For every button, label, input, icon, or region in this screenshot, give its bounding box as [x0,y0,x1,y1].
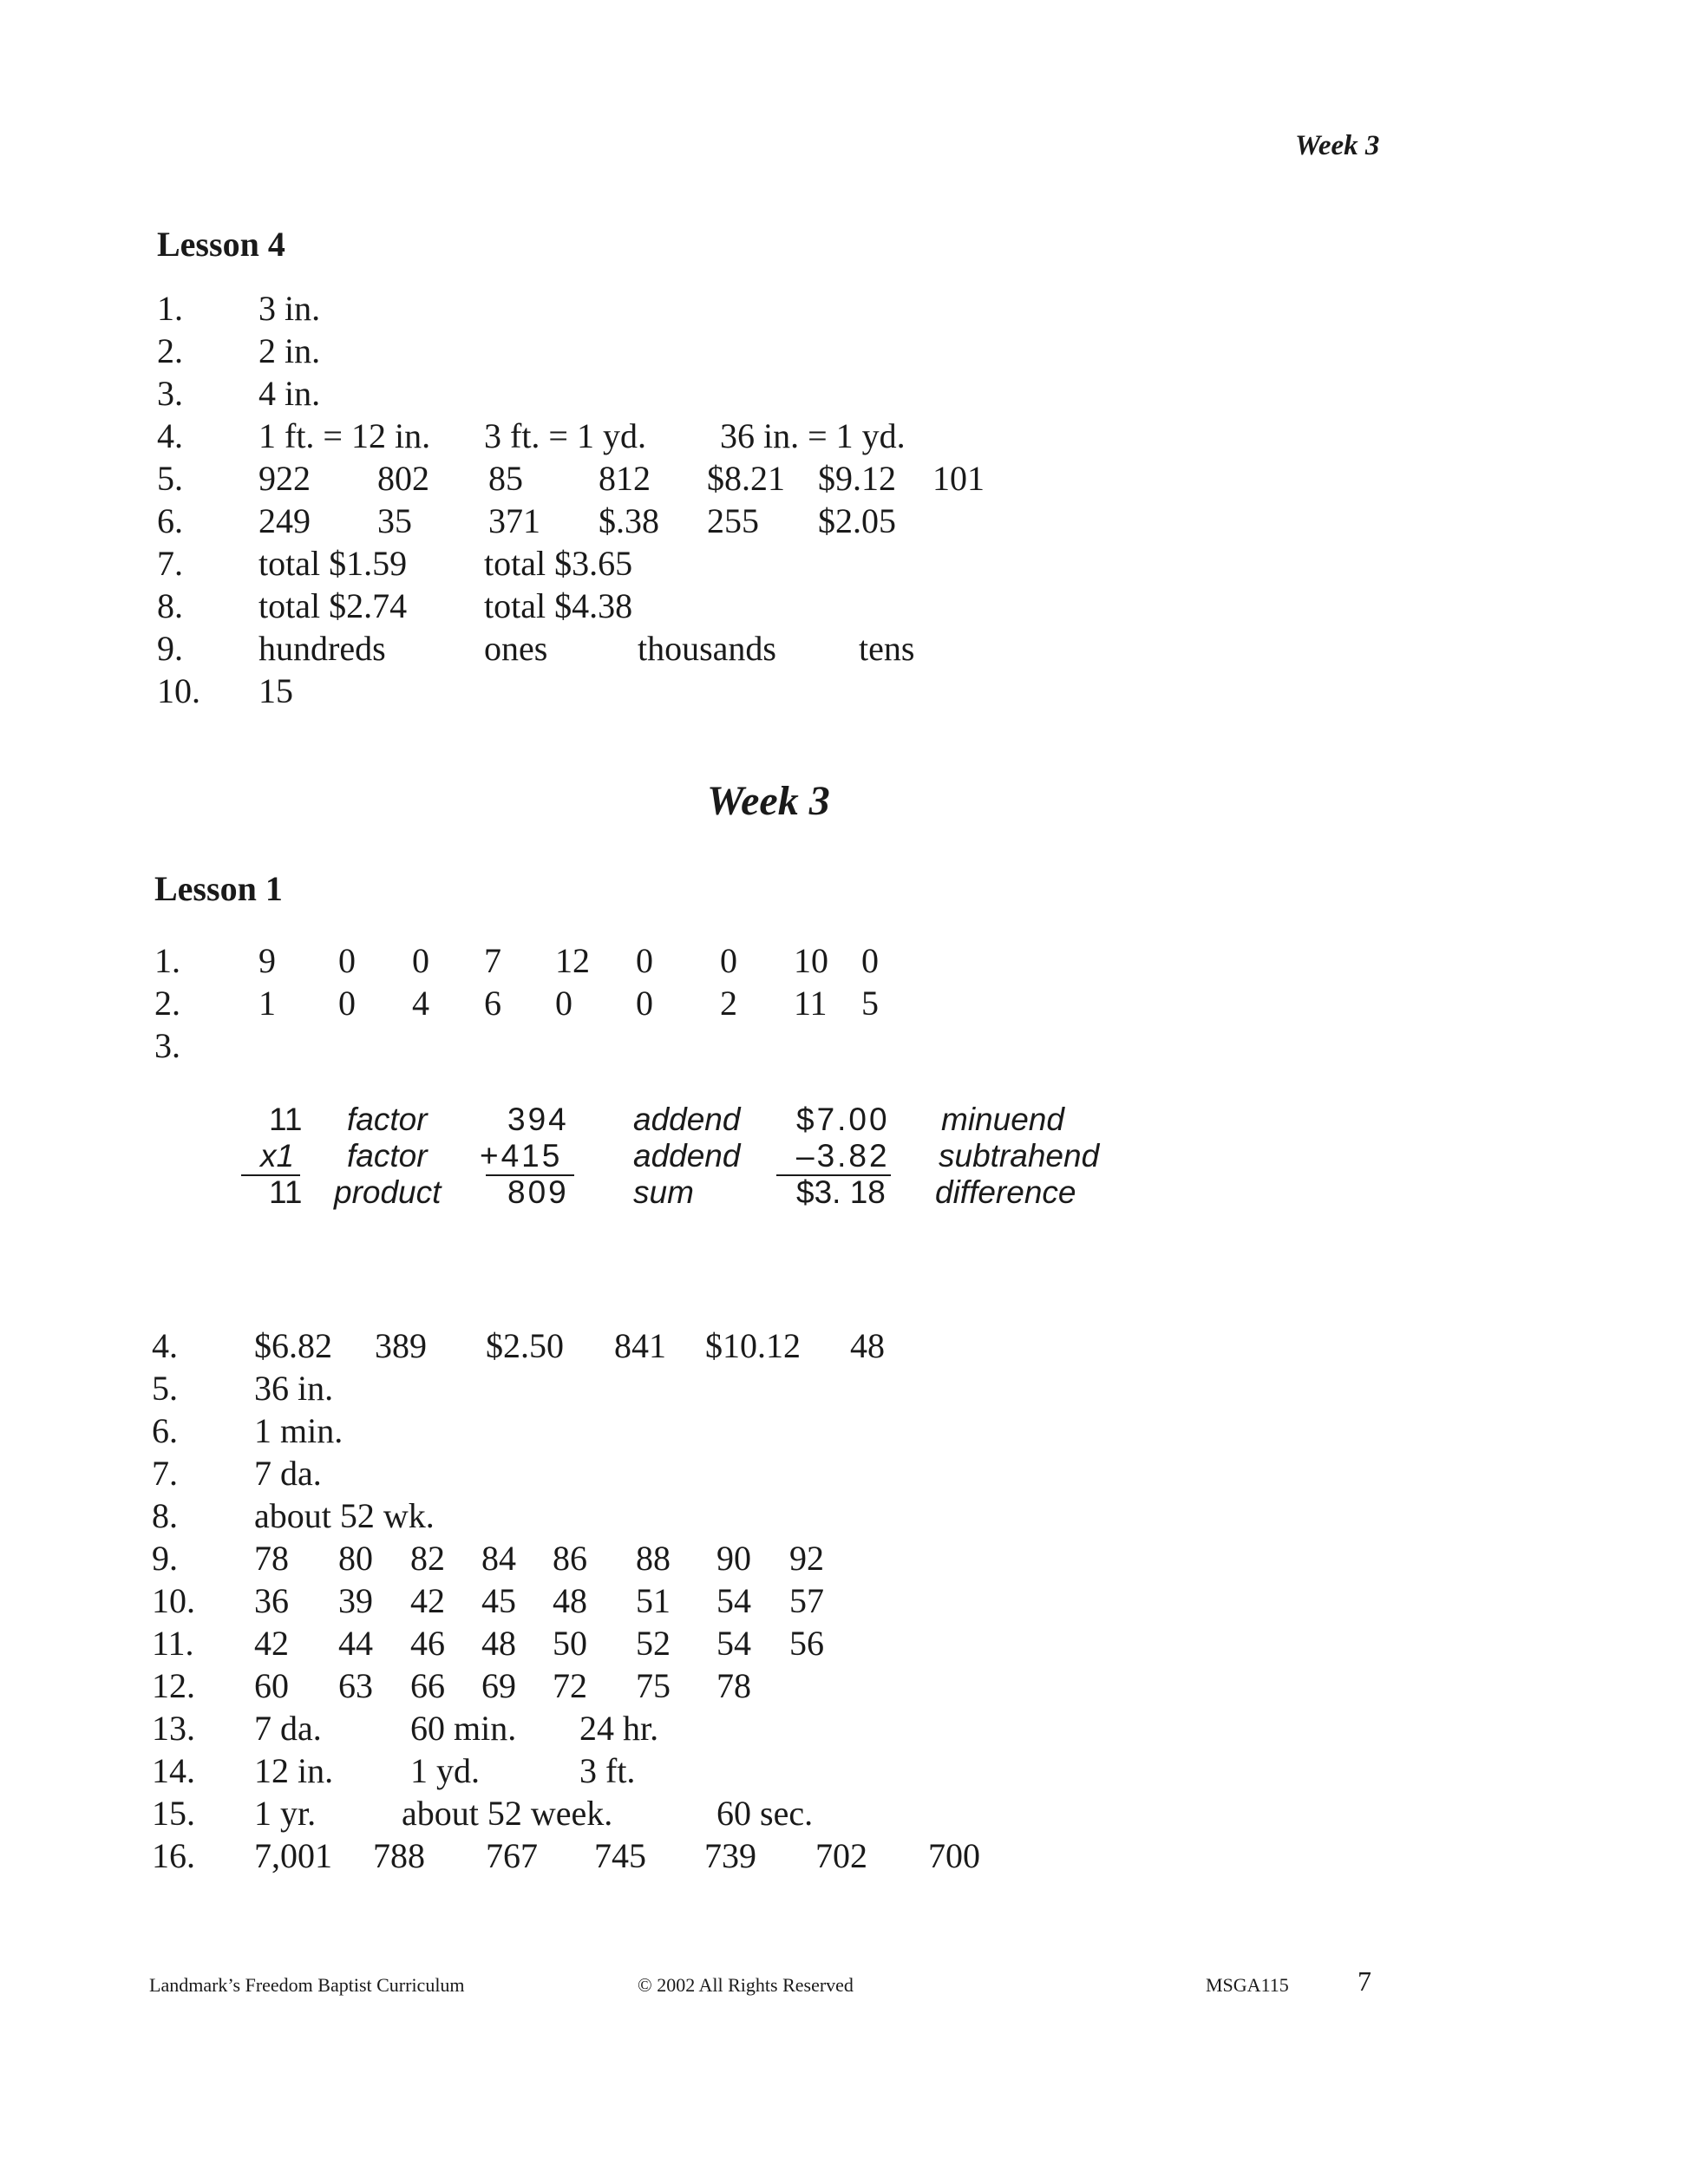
answer-number: 11. [152,1624,194,1663]
sub-label-subtrahend: subtrahend [939,1138,1100,1174]
answer-row [152,1793,1366,1836]
add-result: 809 [507,1174,569,1210]
answer-value: 46 [410,1624,445,1663]
add-label-addend-2: addend [633,1138,741,1174]
answer-value: 66 [410,1666,445,1705]
answer-value: 90 [716,1539,751,1578]
answer-value: 51 [636,1581,671,1620]
answer-row [152,1580,1366,1624]
answer-number: 10. [152,1581,195,1620]
answer-value: 60 min. [410,1709,517,1748]
answer-value: 60 [254,1666,289,1705]
answer-number: 16. [152,1836,195,1875]
answer-number: 15. [152,1794,195,1833]
answer-row [154,983,1369,1026]
answer-value: 78 [254,1539,289,1578]
answer-value: about 52 week. [402,1794,613,1833]
answer-value: 922 [258,459,311,498]
answer-value: 788 [373,1836,425,1875]
add-label-addend-1: addend [633,1102,741,1137]
answer-value: 2 [720,984,737,1023]
answer-row [157,670,1371,714]
footer-page-number: 7 [1358,1965,1371,1997]
add-bottom: +415 [480,1138,563,1174]
answer-value: 702 [815,1836,867,1875]
answer-value: 42 [254,1624,289,1663]
answer-value: total $3.65 [484,544,633,583]
answer-value: $.38 [599,501,659,540]
answer-value: 4 [412,984,429,1023]
answer-value: 7 da. [254,1454,322,1493]
answer-value: 11 [794,984,828,1023]
answer-row [154,1025,1369,1069]
sub-top: $7.00 [796,1102,890,1137]
running-header-week: Week 3 [1295,130,1380,161]
answer-value: 7 da. [254,1709,322,1748]
mult-label-product: product [334,1174,442,1210]
answer-value: 72 [553,1666,587,1705]
answer-value: 739 [704,1836,756,1875]
answer-value: 44 [338,1624,373,1663]
lesson-4-title: Lesson 4 [157,225,285,264]
answer-number: 13. [152,1709,195,1748]
answer-number: 10. [157,671,200,710]
answer-value: 5 [861,984,879,1023]
answer-value: thousands [638,629,776,668]
answer-value: 15 [258,671,293,710]
answer-row [152,1368,1366,1411]
answer-value: 101 [932,459,985,498]
answer-row [157,628,1371,671]
answer-value: tens [859,629,915,668]
answer-row [152,1495,1366,1539]
answer-row [152,1325,1366,1369]
answer-row [157,330,1371,374]
answer-value: 24 hr. [579,1709,659,1748]
answer-value: 3 ft. = 1 yd. [484,416,646,455]
answer-number: 4. [157,416,183,455]
answer-value: 700 [928,1836,980,1875]
answer-number: 2. [154,984,180,1023]
footer-publisher: Landmark’s Freedom Baptist Curriculum [149,1974,465,1996]
footer-code: MSGA115 [1206,1974,1289,1996]
answer-value: 4 in. [258,374,321,413]
answer-value: $10.12 [705,1326,801,1365]
answer-value: 57 [789,1581,824,1620]
answer-number: 1. [157,289,183,328]
answer-value: $8.21 [707,459,785,498]
answer-value: 389 [375,1326,427,1365]
answer-value: total $2.74 [258,586,408,625]
sub-label-minuend: minuend [941,1102,1064,1137]
answer-value: 767 [486,1836,538,1875]
answer-value: 0 [555,984,572,1023]
lesson-1-title: Lesson 1 [154,869,283,908]
answer-value: 3 in. [258,289,321,328]
answer-row [152,1623,1366,1666]
answer-value: about 52 wk. [254,1496,435,1535]
answer-number: 2. [157,331,183,370]
answer-number: 5. [152,1369,178,1408]
answer-number: 6. [152,1411,178,1450]
answer-row [152,1665,1366,1709]
answer-value: 35 [377,501,412,540]
answer-value: $2.50 [486,1326,564,1365]
answer-value: 1 yd. [410,1751,480,1790]
answer-value: 63 [338,1666,373,1705]
mult-result: 11 [269,1174,303,1210]
answer-value: 9 [258,941,276,980]
answer-value: 1 [258,984,276,1023]
answer-value: 802 [377,459,429,498]
answer-row [157,585,1371,629]
answer-value: 60 sec. [716,1794,814,1833]
answer-value: $6.82 [254,1326,332,1365]
answer-number: 9. [157,629,183,668]
footer-copyright: © 2002 All Rights Reserved [638,1974,854,1996]
answer-number: 5. [157,459,183,498]
answer-row [157,458,1371,501]
answer-value: 36 [254,1581,289,1620]
answer-value: 42 [410,1581,445,1620]
answer-value: 0 [338,941,356,980]
answer-number: 12. [152,1666,195,1705]
sub-bottom: –3.82 [796,1138,890,1174]
week-3-title: Week 3 [707,778,830,824]
answer-value: 6 [484,984,501,1023]
answer-value: 0 [720,941,737,980]
answer-row [157,415,1371,459]
answer-value: 12 in. [254,1751,334,1790]
answer-value: 7,001 [254,1836,332,1875]
answer-value: 45 [481,1581,516,1620]
sub-result: $3. 18 [796,1174,886,1210]
mult-label-factor-2: factor [347,1138,428,1174]
answer-value: 39 [338,1581,373,1620]
answer-value: 56 [789,1624,824,1663]
answer-row [154,940,1369,984]
answer-value: 52 [636,1624,671,1663]
answer-value: 0 [861,941,879,980]
answer-number: 3. [157,374,183,413]
answer-value: 54 [716,1624,751,1663]
answer-value: 812 [599,459,651,498]
answer-value: 745 [594,1836,646,1875]
answer-value: 88 [636,1539,671,1578]
answer-value: 92 [789,1539,824,1578]
sub-label-difference: difference [935,1174,1076,1210]
answer-value: 0 [338,984,356,1023]
answer-number: 4. [152,1326,178,1365]
answer-value: $9.12 [818,459,896,498]
answer-number: 3. [154,1026,180,1065]
mult-bottom: x1 [260,1138,295,1174]
add-top: 394 [507,1102,569,1137]
answer-number: 6. [157,501,183,540]
mult-top: 11 [269,1102,303,1137]
answer-value: total $4.38 [484,586,633,625]
answer-row [157,373,1371,416]
answer-value: 36 in. = 1 yd. [720,416,906,455]
answer-row [157,543,1371,586]
answer-value: 0 [636,984,653,1023]
answer-value: 10 [794,941,828,980]
answer-value: 78 [716,1666,751,1705]
answer-number: 14. [152,1751,195,1790]
answer-value: 1 min. [254,1411,343,1450]
answer-number: 1. [154,941,180,980]
answer-value: 69 [481,1666,516,1705]
answer-row [152,1538,1366,1581]
answer-value: 255 [707,501,759,540]
answer-number: 8. [152,1496,178,1535]
answer-value: 3 ft. [579,1751,636,1790]
answer-value: 48 [481,1624,516,1663]
answer-value: 80 [338,1539,373,1578]
answer-number: 9. [152,1539,178,1578]
answer-value: 36 in. [254,1369,334,1408]
answer-row [152,1750,1366,1794]
answer-value: 249 [258,501,311,540]
answer-row [152,1453,1366,1496]
answer-number: 7. [157,544,183,583]
answer-value: 12 [555,941,590,980]
answer-value: 371 [488,501,540,540]
answer-row [152,1708,1366,1751]
answer-value: 1 ft. = 12 in. [258,416,431,455]
answer-value: 841 [614,1326,666,1365]
answer-value: 50 [553,1624,587,1663]
answer-value: 2 in. [258,331,321,370]
answer-value: 48 [850,1326,885,1365]
answer-value: 1 yr. [254,1794,317,1833]
answer-value: 84 [481,1539,516,1578]
answer-number: 8. [157,586,183,625]
answer-value: 86 [553,1539,587,1578]
answer-row [157,500,1371,544]
answer-value: 85 [488,459,523,498]
answer-value: 0 [412,941,429,980]
answer-number: 7. [152,1454,178,1493]
answer-row [152,1410,1366,1454]
answer-value: ones [484,629,548,668]
add-label-sum: sum [633,1174,694,1210]
answer-value: 48 [553,1581,587,1620]
answer-value: hundreds [258,629,386,668]
answer-value: 75 [636,1666,671,1705]
answer-value: $2.05 [818,501,896,540]
answer-row [157,288,1371,331]
answer-row [152,1835,1366,1879]
answer-value: 82 [410,1539,445,1578]
answer-value: 0 [636,941,653,980]
answer-value: total $1.59 [258,544,408,583]
answer-value: 54 [716,1581,751,1620]
mult-label-factor-1: factor [347,1102,428,1137]
answer-value: 7 [484,941,501,980]
